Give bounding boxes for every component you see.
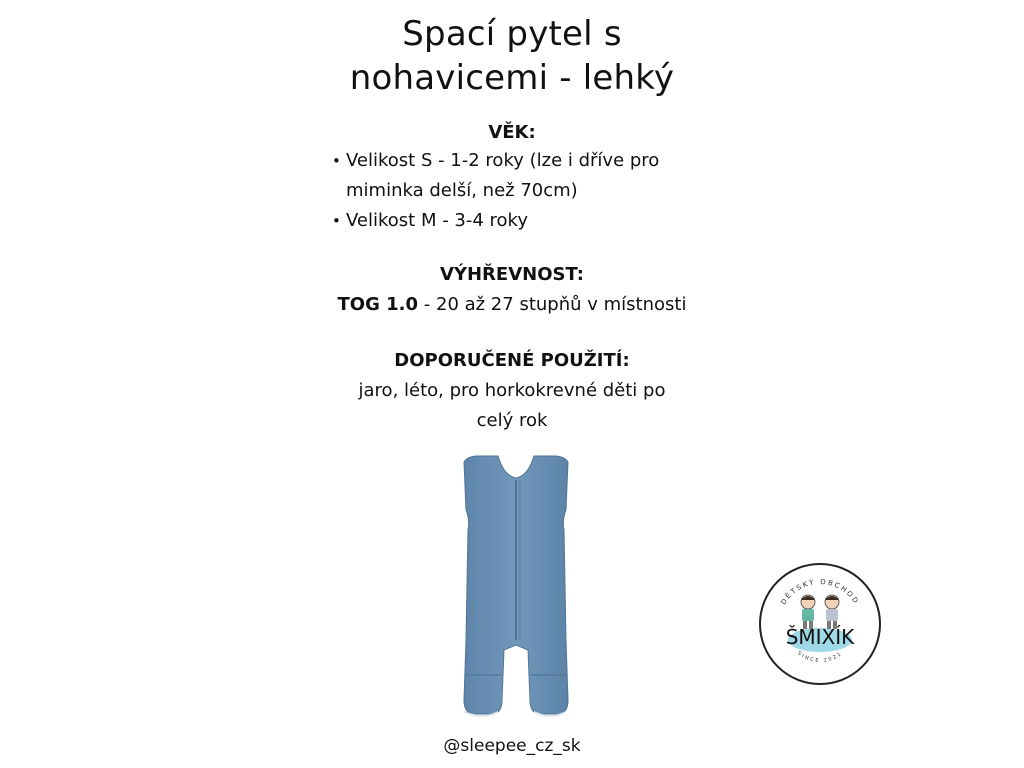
- warmth-tog-line: [0, 290, 1024, 320]
- age-heading: VĚK:: [488, 122, 536, 143]
- age-item-s-line1: Velikost S - 1-2 roky (lze i dříve pro: [346, 150, 660, 171]
- title-line-1: Spací pytel s: [402, 14, 622, 54]
- tog-label: TOG 1.0: [337, 294, 419, 315]
- instagram-handle: @sleepee_cz_sk: [443, 736, 581, 756]
- title-line-2: nohavicemi - lehký: [349, 58, 675, 98]
- sleeping-bag-image: [454, 450, 578, 728]
- usage-line-2: celý rok: [476, 410, 548, 431]
- warmth-heading: VÝHŘEVNOST:: [440, 264, 584, 285]
- age-list: [326, 146, 716, 236]
- usage-heading: DOPORUČENÉ POUŽITÍ:: [394, 350, 630, 371]
- age-list-item: [326, 206, 716, 236]
- smixik-logo: [758, 562, 882, 686]
- tog-text: - 20 až 27 stupňů v místnosti: [418, 294, 687, 315]
- logo-name: ŠMIXÍK: [785, 625, 855, 649]
- logo-arc-bottom: SINCE 2021: [796, 650, 844, 665]
- page-title: [0, 12, 1024, 100]
- age-list-item: [326, 146, 716, 206]
- age-item-s-line2: miminka delší, než 70cm): [346, 180, 578, 201]
- usage-line-1: jaro, léto, pro horkokrevné děti po: [358, 380, 666, 401]
- logo-arc-top: DĚTSKÝ OBCHOD: [779, 577, 861, 607]
- age-item-m-line1: Velikost M - 3-4 roky: [346, 210, 528, 231]
